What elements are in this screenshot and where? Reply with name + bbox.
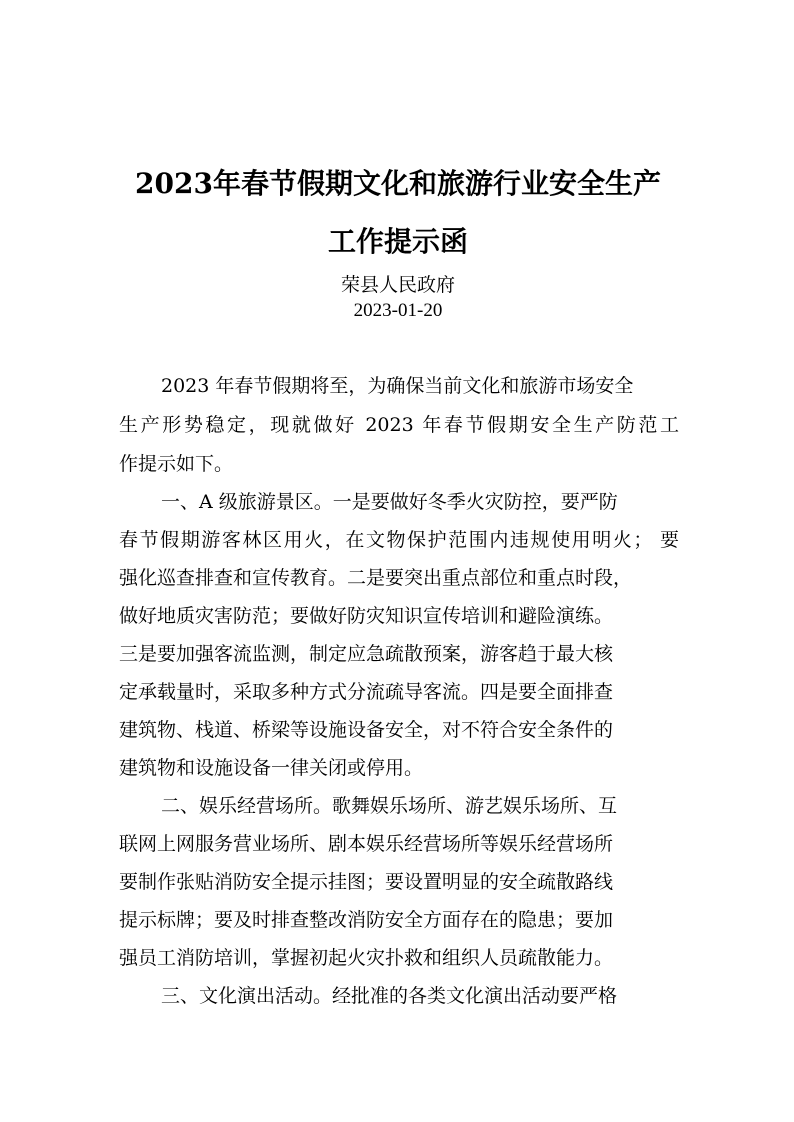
document-date: 2023-01-20	[353, 300, 443, 321]
body-line: 要制作张贴消防安全提示挂图；要设置明显的安全疏散路线	[119, 871, 614, 893]
document-title-line-2: 工作提示函	[327, 225, 468, 258]
body-line: 做好地质灾害防范；要做好防灾知识宣传培训和避险演练。	[119, 605, 614, 627]
document-title-line-1: 2023年春节假期文化和旅游行业安全生产	[135, 167, 661, 200]
body-line: 建筑物、栈道、桥梁等设施设备安全，对不符合安全条件的	[119, 719, 614, 741]
body-line: 2023 年春节假期将至，为确保当前文化和旅游市场安全	[161, 375, 634, 397]
body-line: 作提示如下。	[119, 453, 234, 475]
body-line: 三、文化演出活动。经批准的各类文化演出活动要严格	[161, 985, 618, 1007]
document-author: 荣县人民政府	[340, 274, 455, 296]
body-line: 提示标牌；要及时排查整改消防安全方面存在的隐患；要加	[119, 909, 614, 931]
body-line: 三是要加强客流监测，制定应急疏散预案，游客趋于最大核	[119, 643, 614, 665]
body-line: 二、娱乐经营场所。歌舞娱乐场所、游艺娱乐场所、互	[161, 795, 618, 817]
body-line: 联网上网服务营业场所、剧本娱乐经营场所等娱乐经营场所	[119, 833, 614, 855]
body-line: 强员工消防培训，掌握初起火灾扑救和组织人员疏散能力。	[119, 947, 614, 969]
body-line: 强化巡查排查和宣传教育。二是要突出重点部位和重点时段，	[119, 567, 633, 589]
body-line: 建筑物和设施设备一律关闭或停用。	[119, 757, 424, 779]
body-line: 生产形势稳定，现就做好 2023 年春节假期安全生产防范工	[119, 414, 679, 436]
body-line: 一、A 级旅游景区。一是要做好冬季火灾防控，要严防	[161, 491, 618, 513]
body-line: 定承载量时，采取多种方式分流疏导客流。四是要全面排查	[119, 681, 614, 703]
body-line: 春节假期游客林区用火，在文物保护范围内违规使用明火； 要	[119, 529, 679, 551]
